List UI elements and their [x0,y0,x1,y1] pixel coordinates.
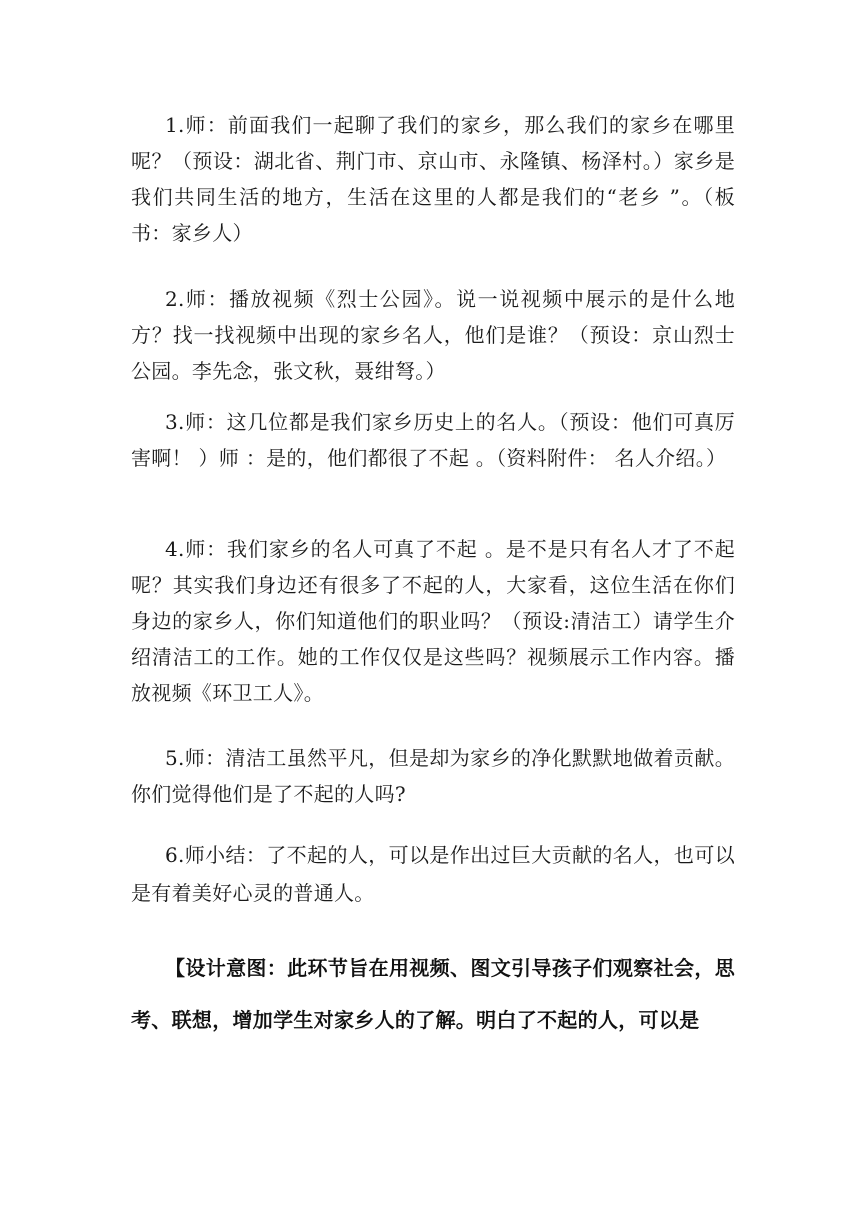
paragraph-5: 5.师：清洁工虽然平凡，但是却为家乡的净化默默地做着贡献。你们觉得他们是了不起的人吗? [131,746,735,806]
paragraph-4: 4.师：我们家乡的名人可真了不起 。是不是只有名人才了不起呢？其实我们身边还有很多了不起的人，大家看，这位生活在你们身边的家乡人，你们知道他们的职业吗？（预设:清洁工）请学生介绍清洁工的工作。她的工作仅仅是这些吗？视频展示工作内容。播放视频《环卫工人》。 [131,537,735,705]
paragraph-3: 3.师：这几位都是我们家乡历史上的名人。（预设：他们可真厉害啊！ ）师 ：是的，他们都很了不起 。（资料附件： 名人介绍。） [131,410,735,470]
paragraph-2: 2.师：播放视频《烈士公园》。说一说视频中展示的是什么地方？找一找视频中出现的家乡名人，他们是谁？（预设：京山烈士公园。李先念，张文秋，聂绀弩。） [131,287,735,383]
paragraph-1: 1.师：前面我们一起聊了我们的家乡，那么我们的家乡在哪里呢？（预设：湖北省、荆门市、京山市、永隆镇、杨泽村。）家乡是我们共同生活的地方，生活在这里的人都是我们的“老乡 ”。（板书：家乡人） [131,113,735,245]
paragraph-6-summary: 6.师小结：了不起的人，可以是作出过巨大贡献的名人，也可以是有着美好心灵的普通人。 [131,843,735,905]
design-intent-paragraph: 【设计意图：此环节旨在用视频、图文引导孩子们观察社会，思考、联想，增加学生对家乡人的了解。明白了不起的人，可以是 [131,956,735,1032]
